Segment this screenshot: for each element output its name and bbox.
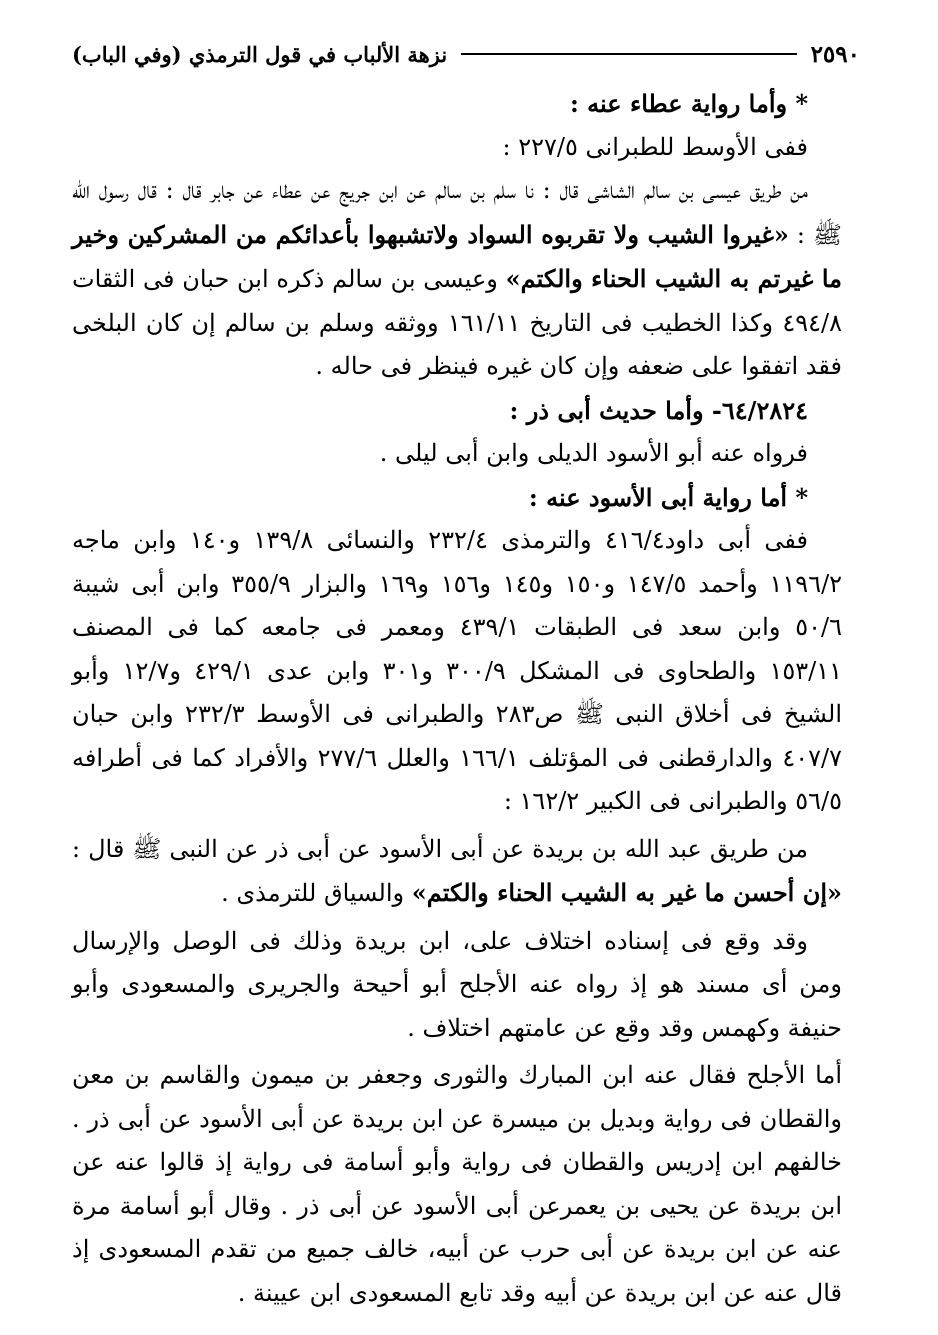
section-heading: * وأما رواية عطاء عنه : — [569, 89, 808, 118]
section-heading: * أما رواية أبى الأسود عنه : — [528, 482, 808, 512]
paragraph: فرواه عنه أبو الأسود الديلى وابن أبى ليلى . — [379, 439, 808, 467]
paragraph-text: والسياق للترمذى . — [221, 879, 412, 907]
paragraph-text: وعيسى بن سالم ذكره ابن حبان فى الثقات ٤٩٤/٨ وكذا الخطيب فى التاريخ ١٦١/١١ ووثقه وسلم بن سالم إن كان البلخى فقد اتفقوا على ضعفه وإن كان غيره فينظر فى حاله . — [72, 265, 842, 380]
paragraph-text: من طريق عبد الله بن بريدة عن أبى الأسود عن أبى ذر عن النبى ﷺ قال : — [72, 834, 808, 863]
paragraph — [72, 169, 842, 389]
page-number: ٢٥٩٠ — [810, 40, 860, 68]
paragraph: وقد وقع فى إسناده اختلاف على، ابن بريدة وذلك فى الوصل والإرسال ومن أى مسند هو إذ رواه عنه الأجلح أبو أحيحة والجريرى والمسعودى وأبو حنيفة وكهمس وقد وقع عن عامتهم اختلاف . — [72, 926, 842, 1042]
document-body — [72, 82, 842, 1315]
header-rule — [461, 53, 796, 55]
paragraph: ففى الأوسط للطبرانى ٢٢٧/٥ : — [502, 132, 808, 161]
paragraph-text: من طريق عيسى بن سالم الشاشى قال : نا سلم بن سالم عن ابن جريج عن عطاء عن جابر قال : قال رسول الله ﷺ : — [72, 176, 842, 249]
paragraph: أما الأجلح فقال عنه ابن المبارك والثورى وجعفر بن ميمون والقاسم بن معن والقطان فى رواية وبديل بن ميسرة عن ابن بريدة عن أبى الأسود عن أبى ذر . خالفهم ابن إدريس والقطان فى رواية وأبو أسامة فى رواية إذ قالوا عنه عن ابن بريدة عن يحيى بن يعمرعن أبى الأسود عن أبى ذر . وقال أبو أسامة مرة عنه عن ابن بريدة عن أبى حرب عن أبيه، خالف جميع من تقدم المسعودى إذ قال عنه عن ابن بريدة عن أبيه وقد تابع المسعودى ابن عيينة . — [72, 1061, 842, 1307]
header-title: نزهة الألباب في قول الترمذي (وفي الباب) — [72, 41, 448, 67]
section-heading: ٦٤/٢٨٢٤- وأما حديث أبى ذر : — [509, 395, 808, 425]
hadith-quote: «إن أحسن ما غير به الشيب الحناء والكتم» — [411, 878, 842, 907]
running-header — [72, 34, 860, 74]
paragraph: ففى أبى داود٤١٦/٤ والترمذى ٢٣٢/٤ والنسائى ١٣٩/٨ و١٤٠ وابن ماجه ١١٩٦/٢ وأحمد ١٤٧/٥ و١٥٠ و١٤٥ و١٥٦ و١٦٩ والبزار ٣٥٥/٩ وابن أبى شيبة ٥٠/٦ وابن سعد فى الطبقات ٤٣٩/١ ومعمر فى جامعه كما فى المصنف ١٥٣/١١ والطحاوى فى المشكل ٣٠٠/٩ و٣٠١ وابن عدى ٤٢٩/١ و١٢/٧ وأبو الشيخ فى أخلاق النبى ﷺ ص٢٨٣ والطبرانى فى الأوسط ٢٣٢/٣ وابن حبان ٤٠٧/٧ والدارقطنى فى المؤتلف ١٦٦/١ والعلل ٢٧٧/٦ والأفراد كما فى أطرافه ٥٦/٥ والطبرانى فى الكبير ١٦٢/٢ : — [72, 526, 843, 815]
paragraph — [72, 828, 842, 916]
hadith-quote: «غيروا الشيب ولا تقربوه السواد ولاتشبهوا بأعدائكم من المشركين وخير ما غيرتم به الشيب الحناء والكتم» — [72, 219, 843, 293]
